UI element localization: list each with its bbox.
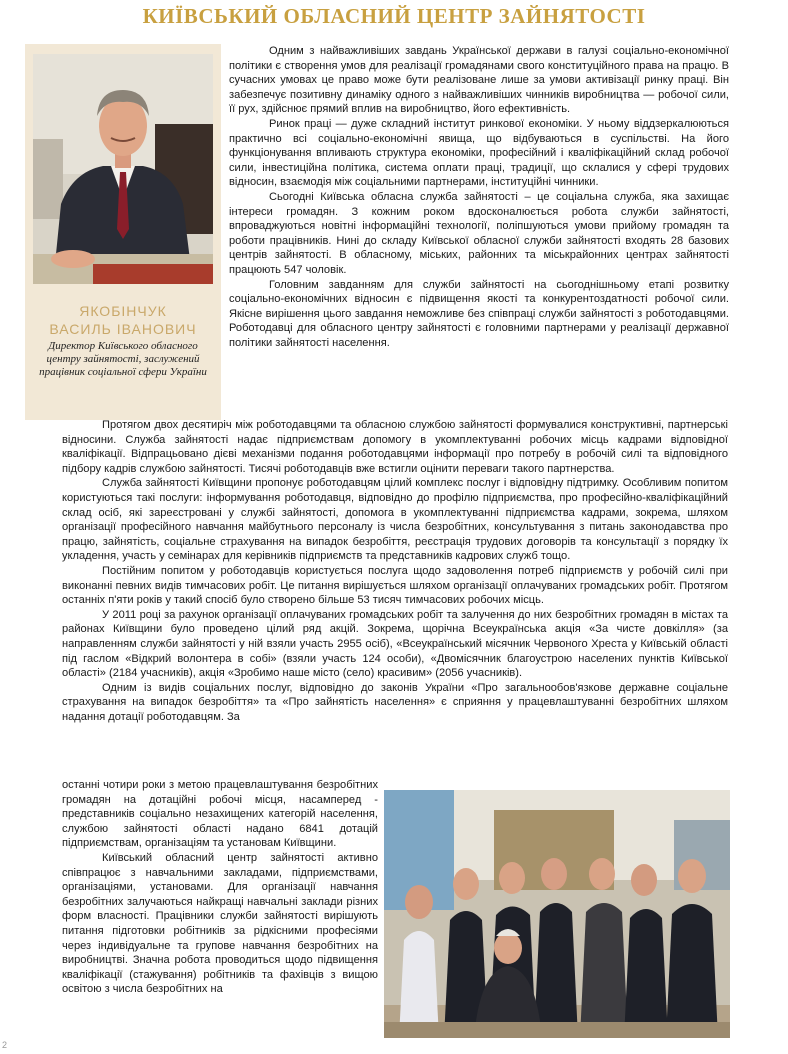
director-portrait-photo (33, 54, 213, 284)
paragraph: Ринок праці — дуже складний інститут ринкової економіки. У ньому віддзеркалюються практично всі соціально-економічні явища, що відбуваються в суспільстві. На його функціонування впливають структура економіки, професійний і кваліфікаційний склад робочої сили, інвестиційна політика, система оплати праці, традиції, що склалися у сфері трудових відносин, взаємодія між соціальними партнерами, інституційні чинники. (229, 117, 729, 189)
paragraph: Служба зайнятості Київщини пропонує роботодавцям цілий комплекс послуг і відповідну підтримку. Особливим попитом користуються такі послуги: інформування роботодавця, відповідно до профілю підприємства, про професійно-кваліфікаційний склад осіб, які зареєстровані у службі зайнятості, допомога в укомплектуванні підприємства кадрами, зокрема, шляхом організації професійного навчання майбутнього персоналу із числа безробітних, консультування з питань законодавства про працю, зайнятість, соціальне страхування на випадок безробіття, реєстрація трудових договорів та консультації з порядку їх укладення, участь у семінарах для керівників підприємств та представників кадрових служб тощо. (62, 477, 728, 563)
paragraph: Одним з найважливіших завдань Української держави в галузі соціально-економічної політики є створення умов для реалізації громадянами свого конституційного права на працю. В сучасних умовах це право може бути реалізоване лише за умови активізації ринку праці. Він забезпечує позитивну динаміку одного з найважливіших чинників виробництва — робочої сили, її рух, здійснює прямий вплив на виробництво, його ефективність. (229, 45, 729, 116)
article-column-left (62, 778, 378, 997)
paragraph: Київський обласний центр зайнятості активно співпрацює з навчальними закладами, підприємствами, організаціями, установами. Для організації навчання безробітних залучаються найкращі навчальні заклади різних форм власності. Працівники служби зайнятості вирішують питання підготовки робітників за рідкісними професіями через індивідуальне та групове навчання безробітних на виробництві. Значна робота проводиться щодо підвищення кваліфікації (стажування) робітників та фахівців з вищою освітою з числа безробітних на (62, 851, 378, 996)
paragraph: останні чотири роки з метою працевлаштування безробітних громадян на дотаційні робочі місця, насамперед - представників соціально незахищених категорій населення, службою зайнятості області надано 6841 дотацій підприємствам, організаціям та установам Київщини. (62, 779, 378, 850)
paragraph: Протягом двох десятиріч між роботодавцями та обласною службою зайнятості формувалися конструктивні, партнерські відносини. Служба зайнятості надає підприємствам допомогу в укомплектуванні робочих місць кадрами відповідної кваліфікації. Відпрацьовано дієві механізми подання роботодавцями інформації про потребу в робочій силі та відповідного підбору кадрів службою зайнятості. Тисячі роботодавців вже встигли оцінити переваги такого партнерства. (62, 419, 728, 475)
article-column-right (229, 44, 729, 350)
paragraph: Одним із видів соціальних послуг, відповідно до законів України «Про загальнообов'язкове державне соціальне страхування на випадок безробіття» та «Про зайнятість населення» є сприяння у працевлаштуванні безробітних шляхом надання дотації роботодавцям. За (62, 681, 728, 723)
director-caption (25, 302, 221, 379)
paragraph: Головним завданням для служби зайнятості на сьогоднішньому етапі розвитку соціально-економічних відносин є підвищення якості та конкурентоздатності робочої сили. Якісне вирішення цього завдання неможливе без співпраці служби зайнятості з роботодавцями. Роботодавці для обласного центру зайнятості є головними партнерами у реалізації державної політики зайнятості населення. (229, 278, 729, 349)
paragraph: Сьогодні Київська обласна служба зайнятості – це соціальна служба, яка захищає інтереси громадян. З кожним роком вдосконалюється робота служби зайнятості, впроваджуються новітні інформаційні технології, поліпшуються умови прийому громадян та роботи працівників. Нині до складу Київської обласної служби зайнятості входять 28 базових центрів зайнятості. В обласному, міських, районних та міськрайонних центрах зайнятості працюють 547 чоловік. (229, 190, 729, 276)
meeting-group-photo (384, 790, 730, 1038)
director-role: Директор Київського обласного центру зайнятості, заслужений працівник соціальної сфери України (39, 340, 207, 378)
article-column-full (62, 418, 728, 724)
director-surname: ЯКОБІНЧУК (79, 303, 167, 319)
paragraph: У 2011 році за рахунок організації оплачуваних громадських робіт та залучення до них безробітних громадян в містах та районах Київщини було проведено цілий ряд акцій. Зокрема, щорічна Всеукраїнська акція «За чисте довкілля» (за направленням служби зайнятості у ній взяли участь 2955 осіб), «Всеукраїнський місячник Червоного Хреста у Київській області під гаслом «Відкрий волонтера в собі» (взяли участь 124 особи), «Двомісячник благоустрою населених пунктів Київської області» (2184 учасників), акція «Зробимо наше місто (село) красивим» (2056 учасників). (62, 608, 728, 680)
page-title: КИЇВСЬКИЙ ОБЛАСНИЙ ЦЕНТР ЗАЙНЯТОСТІ (142, 4, 646, 28)
director-given-names: ВАСИЛЬ ІВАНОВИЧ (49, 321, 197, 337)
paragraph: Постійним попитом у роботодавців користується послуга щодо задоволення потреб підприємств у робочій силі при виконанні певних видів тимчасових робіт. Це питання вирішується шляхом організації оплачуваних громадських робіт. Протягом останніх п'яти років у такий спосіб було створено більше 53 тисяч тимчасових робочих місць. (62, 564, 728, 607)
director-profile-box (25, 44, 221, 420)
page-number: 2 (2, 1040, 8, 1050)
